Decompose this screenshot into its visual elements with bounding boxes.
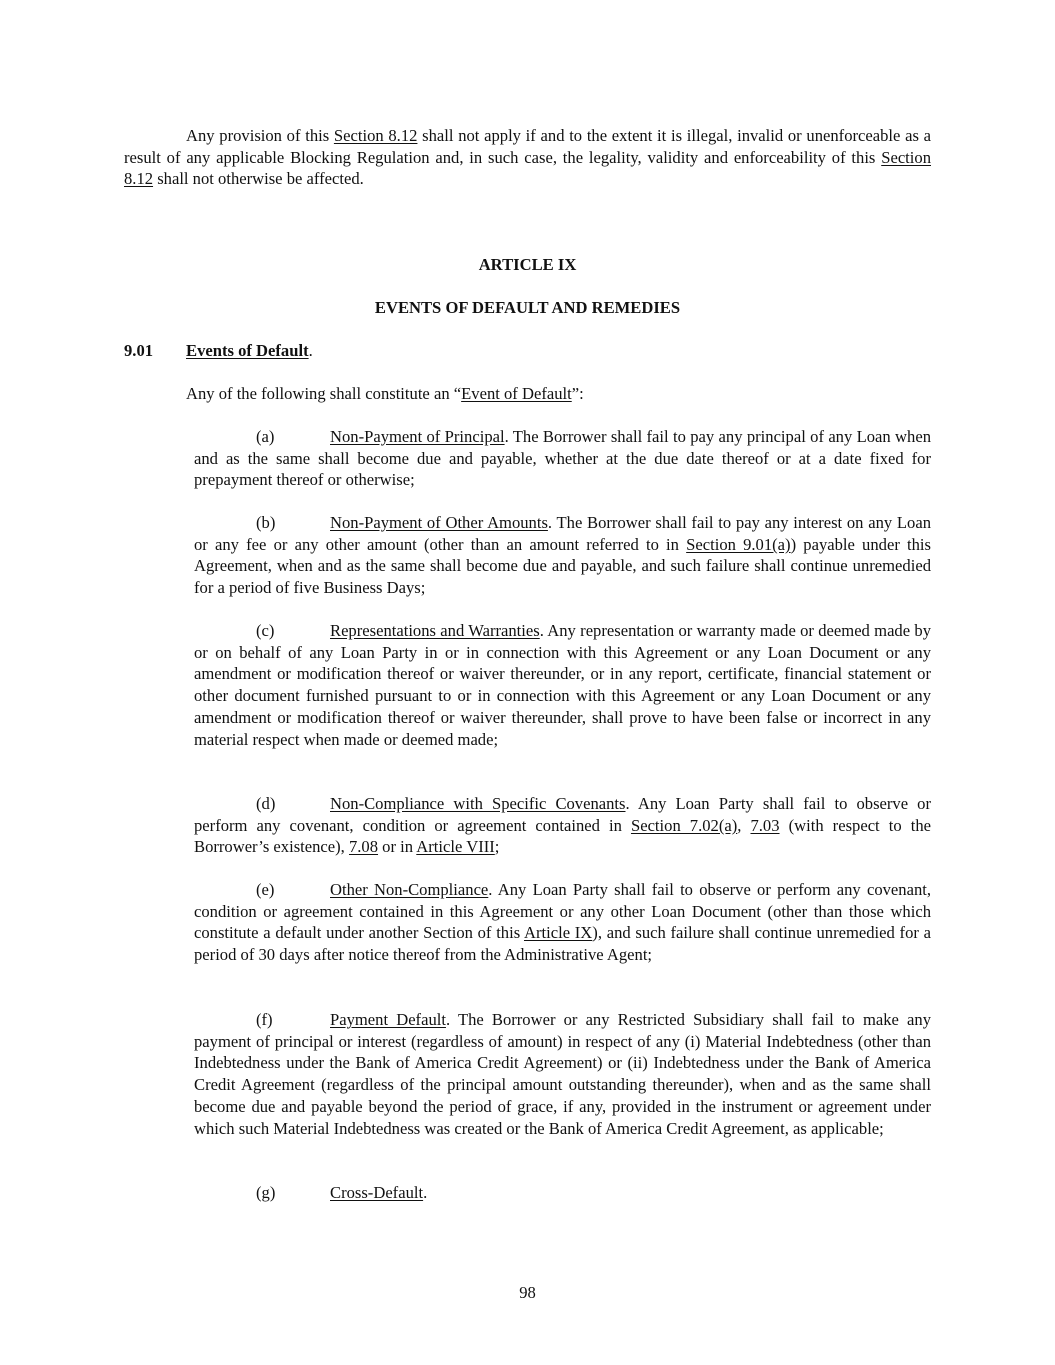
clause-e-label: (e) — [256, 880, 275, 899]
intro-paragraph — [124, 125, 931, 190]
clause-b-text-2: ) payable under this Agreement, when and as the same shall become due and payable, and such failure shall continue unremedied for a period of five Business Days; — [194, 534, 931, 598]
lead-sentence — [186, 383, 584, 405]
section-title: Events of Default — [186, 341, 309, 360]
clause-b-text-1: . The Borrower shall fail to pay any interest on any Loan or any fee or any other amount (other than an amount referred to in — [194, 513, 931, 554]
clause-d-text-4: or in — [378, 837, 417, 857]
clause-g-text: . — [423, 1183, 428, 1202]
article-viii-reference: Article VIII — [416, 837, 495, 857]
article-number: ARTICLE IX — [478, 255, 577, 274]
clause-e-text-2: ), and such failure shall continue unremedied for a period of 30 days after notice thereof from the Administrative Agent; — [194, 923, 931, 965]
clause-d-label: (d) — [256, 794, 276, 813]
page-number: 98 — [519, 1283, 536, 1302]
section-7-02a-reference: Section 7.02(a) — [630, 815, 738, 835]
clause-c-label: (c) — [256, 621, 275, 640]
section-heading — [124, 340, 313, 362]
clause-f-heading: Payment Default — [330, 1010, 446, 1029]
section-number: 9.01 — [124, 341, 154, 360]
clause-d-text-2: , — [737, 815, 751, 835]
clause-a-heading: Non-Payment of Principal — [330, 427, 505, 446]
clause-d-heading: Non-Compliance with Specific Covenants — [330, 794, 626, 813]
clause-e-text-1: . Any Loan Party shall fail to observe or perform any covenant, condition or agreement contained in this Agreement or any other Loan Document (other than those which constitute a default under another Section of this — [194, 880, 931, 943]
clause-a — [194, 426, 931, 491]
intro-text-3: shall not otherwise be affected. — [153, 169, 364, 189]
section-8-12-reference-2: Section 8.12 — [124, 147, 931, 189]
clause-f — [194, 1009, 931, 1139]
clause-a-text: . The Borrower shall fail to pay any principal of any Loan when and as the same shall become due and payable, whether at the due date thereof or at a date fixed for prepayment thereof or otherwise; — [194, 427, 931, 490]
clause-b-heading: Non-Payment of Other Amounts — [330, 513, 548, 532]
clause-d-text-3: (with respect to the Borrower’s existence), — [194, 815, 931, 857]
clause-a-label: (a) — [256, 427, 275, 446]
article-title: EVENTS OF DEFAULT AND REMEDIES — [374, 298, 681, 317]
clause-b-label: (b) — [256, 513, 276, 532]
section-9-01a-reference: Section 9.01(a) — [686, 534, 791, 554]
clause-c — [194, 620, 931, 750]
clause-c-heading: Representations and Warranties — [330, 621, 540, 640]
clause-c-text: . Any representation or warranty made or deemed made by or on behalf of any Loan Party in or in connection with this Agreement or any Loan Document or any amendment or modification thereof or waiver thereunder, or in any report, certificate, financial statement or other document furnished pursuant to or in connection with this Agreement or any Loan Document or any amendment or modification thereof or waiver thereunder, shall prove to have been false or incorrect in any material respect when made or deemed made; — [194, 621, 931, 749]
clause-e — [194, 879, 931, 966]
clause-f-text: . The Borrower or any Restricted Subsidiary shall fail to make any payment of principal or interest (regardless of amount) in respect of any (i) Material Indebtedness (other than Indebtedness under the Bank of America Credit Agreement) or (ii) Indebtedness under the Bank of America Credit Agreement (regardless of the principal amount outstanding thereunder), when and as the same shall become due and payable beyond the period of grace, if any, provided in the instrument or agreement under which such Material Indebtedness was created or the Bank of America Credit Agreement, as applicable; — [194, 1010, 931, 1138]
event-of-default-term: Event of Default — [461, 384, 572, 403]
clause-d-text-5: ; — [494, 837, 500, 857]
section-7-03-reference: 7.03 — [750, 815, 780, 835]
section-8-12-reference: Section 8.12 — [333, 126, 418, 145]
intro-text-2: shall not apply if and to the extent it is illegal, invalid or unenforceable as a result of any applicable Blocking Regulation and, in such case, the legality, validity and enforceability of this — [124, 126, 931, 167]
intro-text-1: Any provision of this — [186, 126, 334, 145]
lead-text-2: ”: — [571, 384, 584, 403]
clause-b — [194, 512, 931, 599]
lead-text-1: Any of the following shall constitute an “ — [186, 384, 462, 403]
clause-d-text-1: . Any Loan Party shall fail to observe or perform any covenant, condition or agreement contained in — [194, 794, 931, 835]
clause-d — [194, 793, 931, 858]
clause-g — [194, 1182, 931, 1204]
section-7-08-reference: 7.08 — [348, 837, 379, 857]
clause-g-label: (g) — [256, 1183, 276, 1202]
clause-e-heading: Other Non-Compliance — [330, 880, 489, 899]
clause-f-label: (f) — [256, 1010, 273, 1029]
section-title-period: . — [308, 341, 313, 360]
clause-g-heading: Cross-Default — [330, 1183, 424, 1202]
article-ix-reference: Article IX — [523, 923, 593, 943]
